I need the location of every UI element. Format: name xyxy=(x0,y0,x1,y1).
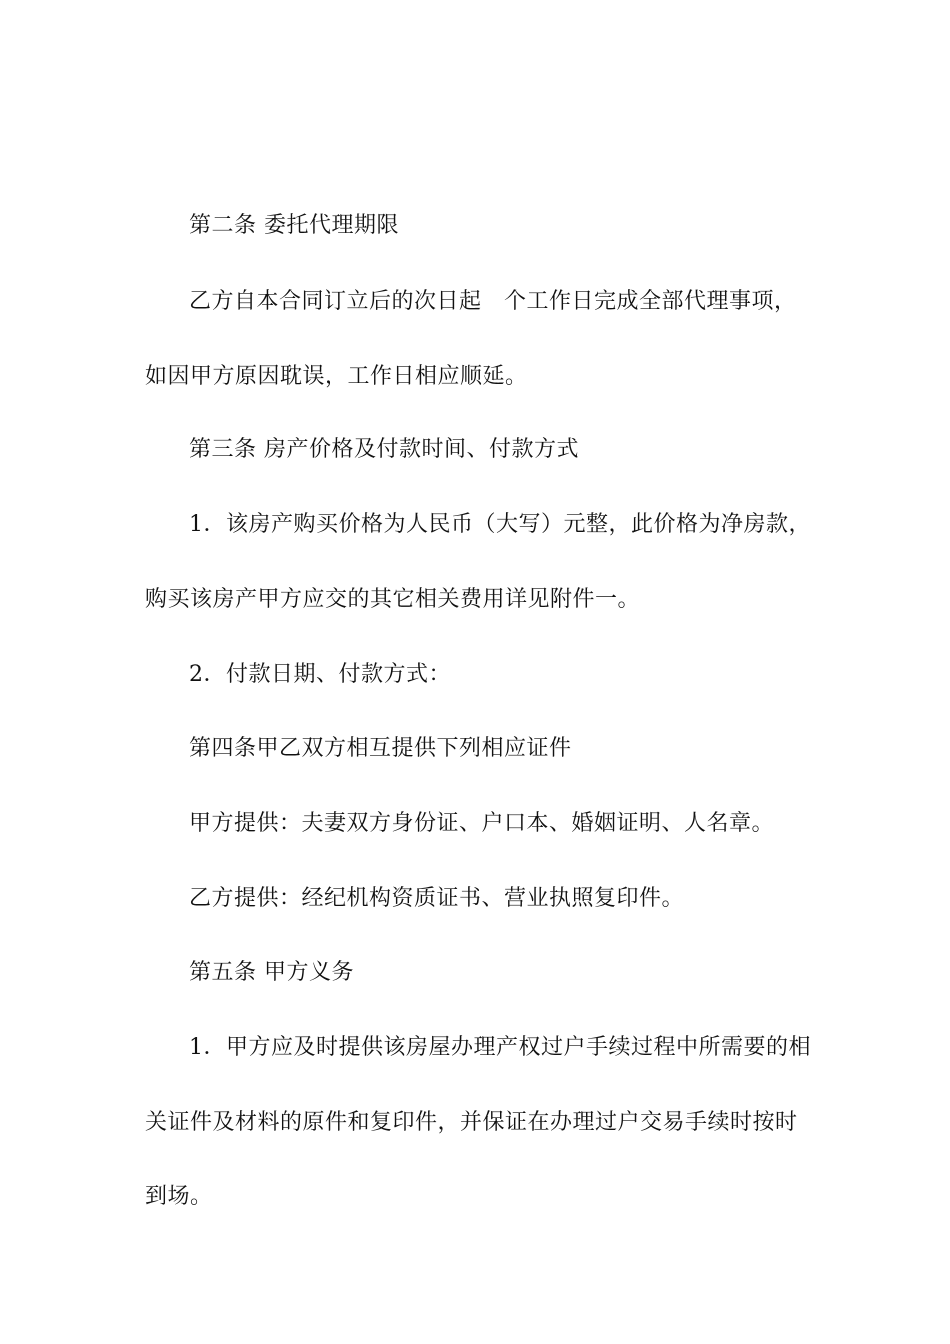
article-2-heading: 第二条 委托代理期限 xyxy=(189,213,399,238)
article-3-item-1-line-1: 1．该房产购买价格为人民币（大写）元整，此价格为净房款， xyxy=(189,512,811,537)
article-2-paragraph-line-2: 如因甲方原因耽误，工作日相应顺延。 xyxy=(145,364,528,389)
article-5-heading: 第五条 甲方义务 xyxy=(189,960,354,985)
article-5-item-1-line-3: 到场。 xyxy=(145,1184,213,1209)
article-3-heading: 第三条 房产价格及付款时间、付款方式 xyxy=(189,437,579,462)
article-5-item-1-line-2: 关证件及材料的原件和复印件，并保证在办理过户交易手续时按时 xyxy=(145,1110,798,1135)
article-3-item-1-line-2: 购买该房产甲方应交的其它相关费用详见附件一。 xyxy=(145,587,641,612)
article-4-party-a-documents: 甲方提供：夫妻双方身份证、户口本、婚姻证明、人名章。 xyxy=(189,811,775,836)
article-5-item-1-line-1: 1．甲方应及时提供该房屋办理产权过户手续过程中所需要的相 xyxy=(189,1035,811,1060)
article-3-item-2: 2．付款日期、付款方式： xyxy=(189,662,451,687)
article-2-paragraph-line-1: 乙方自本合同订立后的次日起 个工作日完成全部代理事项， xyxy=(189,289,797,314)
article-4-party-b-documents: 乙方提供：经纪机构资质证书、营业执照复印件。 xyxy=(189,886,685,911)
article-4-heading: 第四条甲乙双方相互提供下列相应证件 xyxy=(189,736,572,761)
